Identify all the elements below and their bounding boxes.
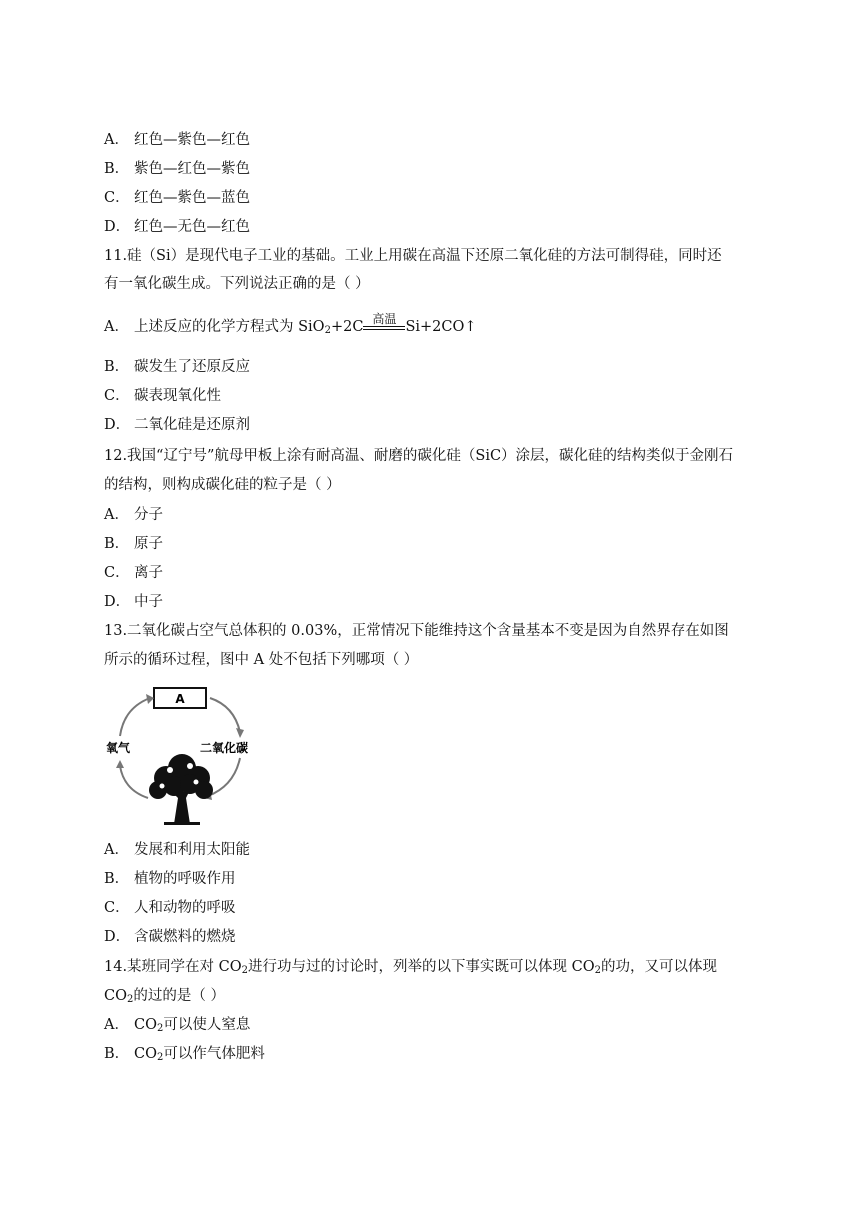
oxygen-label: 氧气 xyxy=(106,741,131,755)
q11-option-d: D． 二氧化硅是还原剂 xyxy=(104,417,250,433)
q14-option-a: A． $CO_2$可以使人窒息 xyxy=(104,1017,251,1034)
q12-option-d: D． 中子 xyxy=(104,594,163,610)
q13-option-c: C． 人和动物的呼吸 xyxy=(104,900,236,916)
box-a-label: A xyxy=(175,692,185,706)
arrow-head-icon xyxy=(236,728,244,738)
q12-option-a: A． 分子 xyxy=(104,507,163,523)
q11-option-a: A． 上述反应的化学方程式为 SiO$_2$+2C 高温 Si+2CO↑ xyxy=(104,312,477,336)
q13-option-d: D． 含碳燃料的燃烧 xyxy=(104,929,236,945)
q10-option-d: D． 红色—无色—红色 xyxy=(104,219,250,235)
q12-stem-line1: 12.我国“辽宁号”航母甲板上涂有耐高温、耐磨的碳化硅（SiC）涂层，碳化硅的结构类似于金刚石 xyxy=(104,448,734,464)
arrow-oxygen-to-box xyxy=(120,698,150,736)
carbon-cycle-figure xyxy=(104,686,258,828)
arrow-box-to-co2 xyxy=(210,698,240,732)
q11-stem-line1: 11.硅（Si）是现代电子工业的基础。工业上用碳在高温下还原二氧化硅的方法可制得硅，同时还 xyxy=(104,248,722,264)
q11-option-c: C． 碳表现氧化性 xyxy=(104,388,221,404)
arrow-tree-to-oxygen xyxy=(120,766,148,798)
tree-icon xyxy=(149,754,213,825)
q12-option-c: C． 离子 xyxy=(104,565,163,581)
q13-option-a: A． 发展和利用太阳能 xyxy=(104,842,250,858)
q13-option-b: B． 植物的呼吸作用 xyxy=(104,871,236,887)
q10-option-a: A． 红色—紫色—红色 xyxy=(104,132,250,148)
q10-option-c: C． 红色—紫色—蓝色 xyxy=(104,190,250,206)
q14-stem-line2: $CO_2$的过的是（ ） xyxy=(104,988,225,1005)
co2-label: 二氧化碳 xyxy=(200,741,249,755)
q14-option-b: B． $CO_2$可以作气体肥料 xyxy=(104,1046,265,1063)
q11-stem-line2: 有一氧化碳生成。下列说法正确的是（ ） xyxy=(104,276,370,292)
q14-stem-line1: 14.某班同学在对 $CO_2$进行功与过的讨论时，列举的以下事实既可以体现 $CO_2$的功，又可以体现 xyxy=(104,959,717,976)
reaction-condition-equals: 高温 xyxy=(363,317,405,337)
q11-option-b: B． 碳发生了还原反应 xyxy=(104,359,250,375)
q12-option-b: B． 原子 xyxy=(104,536,163,552)
arrow-head-icon xyxy=(146,694,154,704)
q10-option-b: B． 紫色—红色—紫色 xyxy=(104,161,250,177)
q12-stem-line2: 的结构，则构成碳化硅的粒子是（ ） xyxy=(104,477,341,493)
arrow-head-icon xyxy=(116,760,124,768)
q13-stem-line2: 所示的循环过程，图中 A 处不包括下列哪项（ ） xyxy=(104,652,419,668)
q13-stem-line1: 13.二氧化碳占空气总体积的 0.03%，正常情况下能维持这个含量基本不变是因为自然界存在如图 xyxy=(104,623,729,639)
